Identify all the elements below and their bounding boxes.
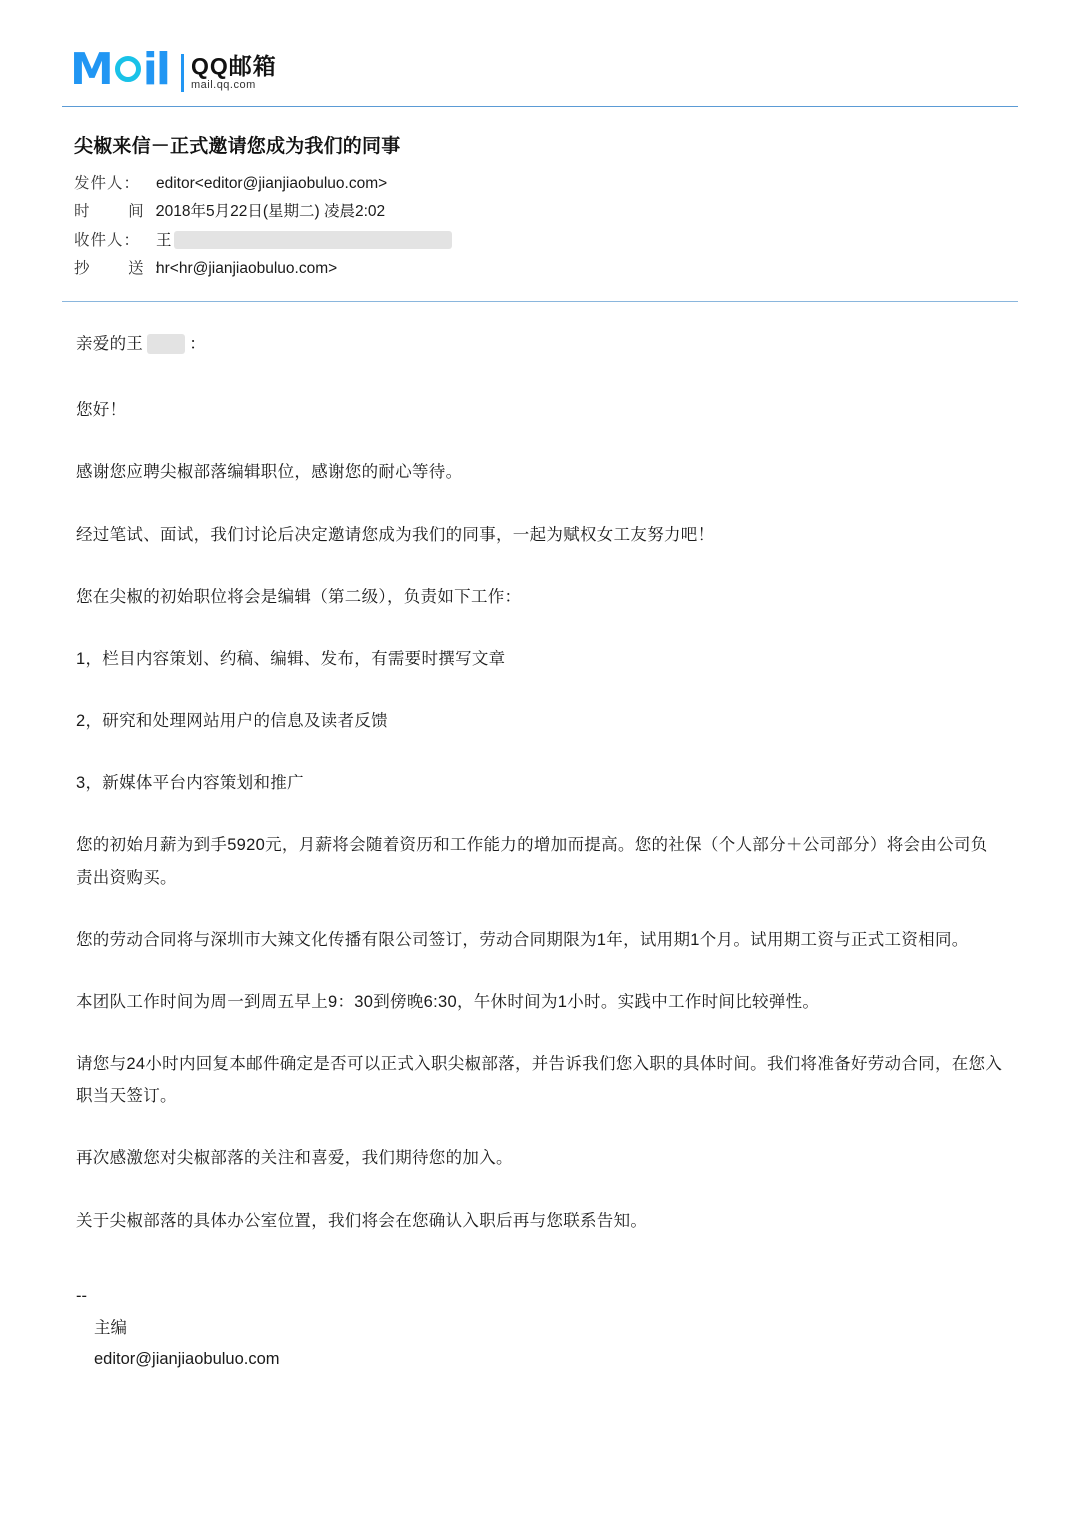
email-body xyxy=(0,302,1080,1434)
email-subject: 尖椒来信－正式邀请您成为我们的同事 xyxy=(74,136,401,157)
cc-value: hr<hr@jianjiaobuluo.com> xyxy=(156,259,338,277)
signature-separator: -- xyxy=(76,1286,87,1305)
salutation-prefix: 亲爱的王 xyxy=(76,335,144,353)
body-paragraph: 感谢您应聘尖椒部落编辑职位，感谢您的耐心等待。 xyxy=(76,463,463,482)
qq-mail-logo xyxy=(0,0,1080,106)
salutation-redaction-bar xyxy=(147,334,185,354)
body-paragraph: 经过笔试、面试，我们讨论后决定邀请您成为我们的同事，一起为赋权女工友努力吧！ xyxy=(76,525,715,544)
body-paragraph: 您好！ xyxy=(76,401,127,420)
time-value: 2018年5月22日(星期二) 凌晨2:02 xyxy=(156,203,386,221)
signature-role: 主编 xyxy=(94,1319,127,1338)
brand-cn-title: QQ邮箱 xyxy=(190,53,277,80)
thanks-paragraph: 再次感激您对尖椒部落的关注和喜爱，我们期待您的加入。 xyxy=(76,1149,513,1168)
from-label: 发件人： xyxy=(74,175,141,192)
cc-label: 抄 送： xyxy=(74,259,180,277)
signature-email: editor@jianjiaobuluo.com xyxy=(94,1349,280,1368)
duty-item-3: 3，新媒体平台内容策划和推广 xyxy=(76,774,304,793)
body-paragraph: 您在尖椒的初始职位将会是编辑（第二级），负责如下工作： xyxy=(76,587,522,606)
email-header-meta xyxy=(0,107,1080,301)
salutation-suffix: ： xyxy=(189,335,207,353)
time-label: 时 间： xyxy=(74,203,180,221)
to-label: 收件人： xyxy=(74,231,141,249)
duty-item-1: 1，栏目内容策划、约稿、编辑、发布，有需要时撰写文章 xyxy=(76,649,506,668)
contract-paragraph: 您的劳动合同将与深圳市大辣文化传播有限公司签订，劳动合同期限为1年，试用期1个月。试用期工资与正式工资相同。 xyxy=(76,930,969,949)
working-hours-paragraph: 本团队工作时间为周一到周五早上9：30到傍晚6:30，午休时间为1小时。实践中工作时间比较弹性。 xyxy=(76,992,820,1011)
to-value: 王 xyxy=(156,231,172,249)
brand-chinese-block xyxy=(181,54,277,92)
mail-wordmark xyxy=(70,44,169,95)
signature-block xyxy=(76,1281,1004,1375)
from-value: editor<editor@jianjiaobuluo.com> xyxy=(156,175,388,192)
letter-m-glyph: M xyxy=(70,44,113,95)
office-location-paragraph: 关于尖椒部落的具体办公室位置，我们将会在您确认入职后再与您联系告知。 xyxy=(76,1211,648,1230)
recipient-redaction-bar xyxy=(174,231,452,249)
letter-il-glyph: il xyxy=(142,44,169,95)
meta-row-from xyxy=(74,172,1018,195)
salary-paragraph: 您的初始月薪为到手5920元，月薪将会随着资历和工作能力的增加而提高。您的社保（个人部分＋公司部分）将会由公司负责出资购买。 xyxy=(76,836,988,887)
meta-row-to xyxy=(74,229,1018,252)
letter-o-ring-icon xyxy=(115,56,141,82)
meta-row-time xyxy=(74,200,1018,223)
duty-item-2: 2，研究和处理网站用户的信息及读者反馈 xyxy=(76,712,388,731)
reply-request-paragraph: 请您与24小时内回复本邮件确定是否可以正式入职尖椒部落，并告诉我们您入职的具体时间。我们将准备好劳动合同，在您入职当天签订。 xyxy=(76,1055,1003,1106)
salutation xyxy=(76,328,1004,360)
meta-row-cc xyxy=(74,257,1018,280)
brand-cn-url: mail.qq.com xyxy=(190,79,256,92)
